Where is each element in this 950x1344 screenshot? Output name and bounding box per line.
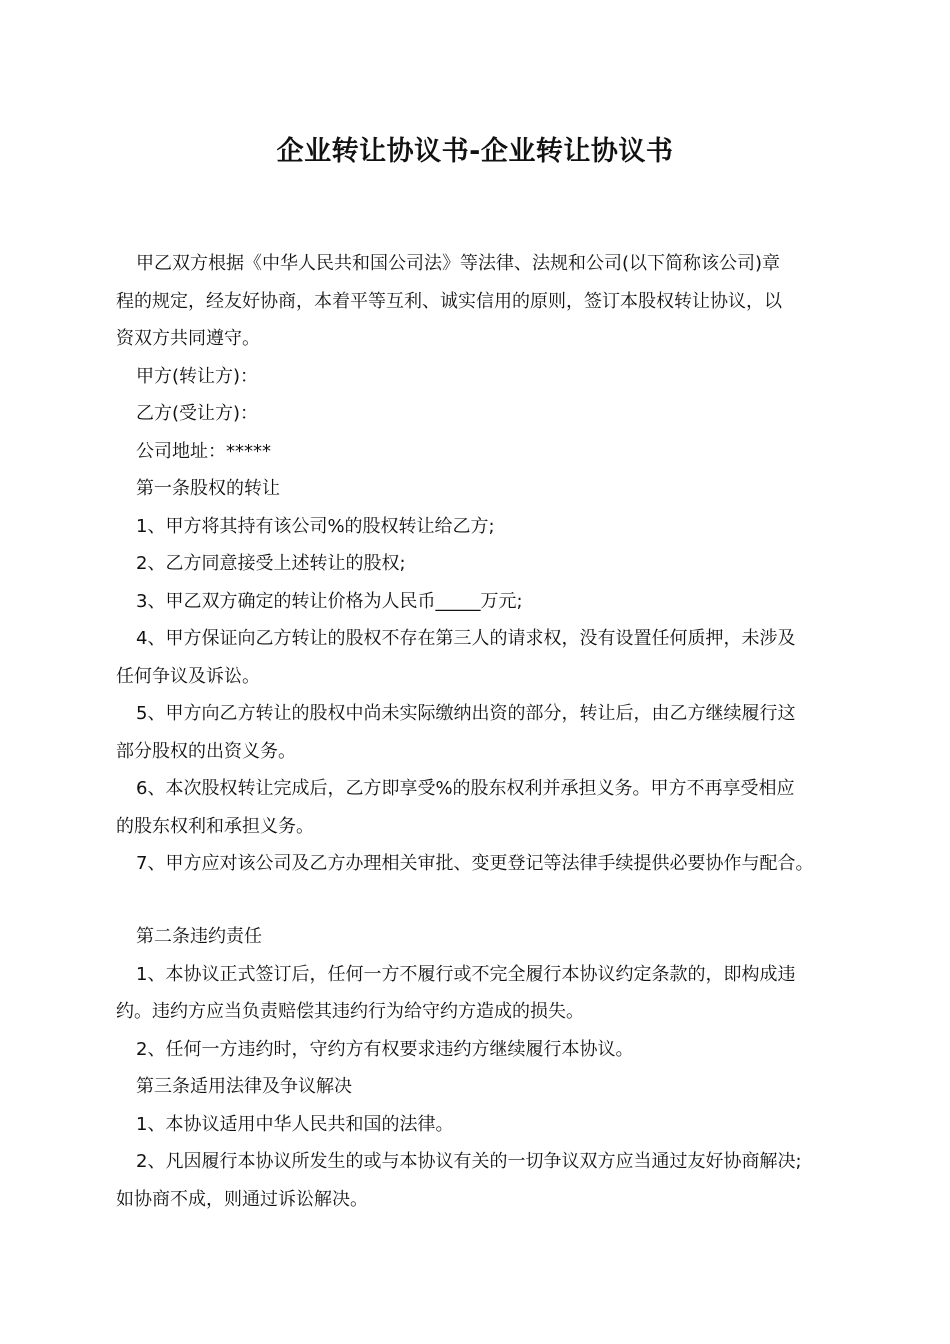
article-heading: 第一条股权的转让	[136, 478, 280, 499]
party-b-line: 乙方(受让方)：	[136, 403, 259, 424]
document-title: 企业转让协议书-企业转让协议书	[276, 136, 674, 167]
article-heading: 第三条适用法律及争议解决	[136, 1076, 352, 1097]
clause-line: 2、乙方同意接受上述转让的股权;	[136, 553, 406, 574]
clause-line: 约。违约方应当负责赔偿其违约行为给守约方造成的损失。	[116, 1001, 584, 1022]
clause-line: 1、本协议正式签订后，任何一方不履行或不完全履行本协议约定条款的，即构成违	[136, 963, 796, 985]
clause-line: 1、本协议适用中华人民共和国的法律。	[136, 1113, 454, 1135]
clause-line: 部分股权的出资义务。	[116, 740, 296, 762]
company-address-line: 公司地址：*****	[136, 440, 271, 462]
clause-line: 6、本次股权转让完成后，乙方即享受%的股东权利并承担义务。甲方不再享受相应	[136, 778, 795, 799]
clause-line: 3、甲乙双方确定的转让价格为人民币_____万元;	[136, 590, 523, 612]
document-body-section-1	[116, 245, 856, 883]
clause-line: 的股东权利和承担义务。	[116, 815, 314, 837]
clause-line: 任何争议及诉讼。	[116, 665, 260, 687]
document-body-section-2	[116, 918, 856, 1218]
article-heading: 第二条违约责任	[136, 926, 262, 947]
party-a-line: 甲方(转让方)：	[136, 365, 259, 387]
clause-line: 7、甲方应对该公司及乙方办理相关审批、变更登记等法律手续提供必要协作与配合。	[136, 853, 814, 874]
clause-line: 4、甲方保证向乙方转让的股权不存在第三人的请求权，没有设置任何质押，未涉及	[136, 628, 796, 649]
clause-line: 5、甲方向乙方转让的股权中尚未实际缴纳出资的部分，转让后，由乙方继续履行这	[136, 703, 796, 724]
clause-line: 如协商不成，则通过诉讼解决。	[116, 1188, 368, 1210]
paragraph-line: 甲乙双方根据《中华人民共和国公司法》等法律、法规和公司(以下简称该公司)章	[136, 253, 781, 274]
paragraph-line: 资双方共同遵守。	[116, 328, 260, 349]
clause-line: 2、任何一方违约时，守约方有权要求违约方继续履行本协议。	[136, 1038, 634, 1060]
clause-line: 1、甲方将其持有该公司%的股权转让给乙方;	[136, 515, 495, 537]
clause-line: 2、凡因履行本协议所发生的或与本协议有关的一切争议双方应当通过友好协商解决;	[136, 1151, 802, 1172]
paragraph-line: 程的规定，经友好协商，本着平等互利、诚实信用的原则，签订本股权转让协议，以	[116, 290, 782, 312]
